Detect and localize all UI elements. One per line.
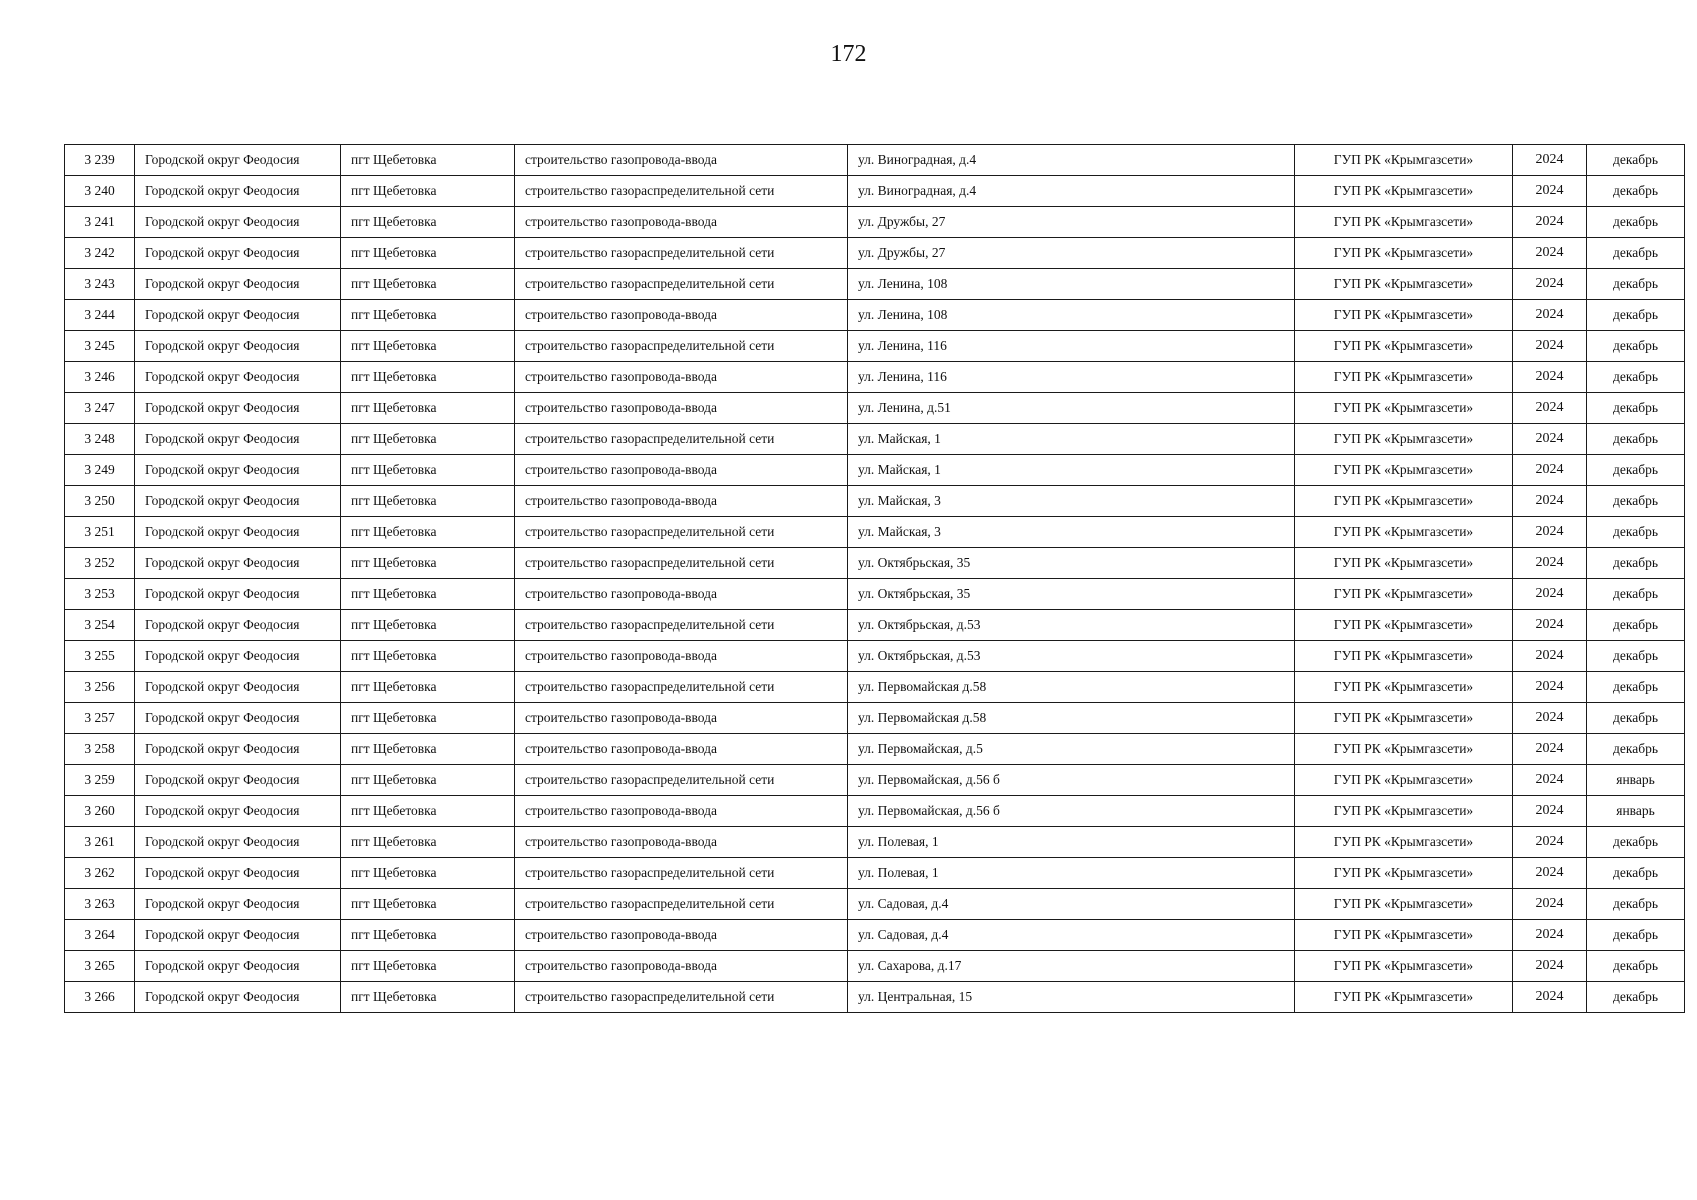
- month-cell: январь: [1587, 765, 1685, 796]
- address-cell: ул. Октябрьская, 35: [848, 548, 1295, 579]
- row-number-cell: 3 248: [65, 424, 135, 455]
- organization-cell: ГУП РК «Крымгазсети»: [1295, 331, 1513, 362]
- work-type-cell: строительство газопровода-ввода: [515, 362, 848, 393]
- work-type-cell: строительство газораспределительной сети: [515, 176, 848, 207]
- table-row: [65, 238, 1685, 269]
- locality-cell: пгт Щебетовка: [341, 238, 515, 269]
- year-cell: 2024: [1513, 641, 1587, 672]
- year-cell: 2024: [1513, 207, 1587, 238]
- table-row: [65, 765, 1685, 796]
- work-type-cell: строительство газораспределительной сети: [515, 982, 848, 1013]
- month-cell: декабрь: [1587, 207, 1685, 238]
- organization-cell: ГУП РК «Крымгазсети»: [1295, 889, 1513, 920]
- organization-cell: ГУП РК «Крымгазсети»: [1295, 610, 1513, 641]
- district-cell: Городской округ Феодосия: [135, 703, 341, 734]
- row-number-cell: 3 240: [65, 176, 135, 207]
- locality-cell: пгт Щебетовка: [341, 765, 515, 796]
- row-number-cell: 3 239: [65, 145, 135, 176]
- locality-cell: пгт Щебетовка: [341, 951, 515, 982]
- district-cell: Городской округ Феодосия: [135, 610, 341, 641]
- organization-cell: ГУП РК «Крымгазсети»: [1295, 517, 1513, 548]
- month-cell: декабрь: [1587, 951, 1685, 982]
- locality-cell: пгт Щебетовка: [341, 269, 515, 300]
- month-cell: декабрь: [1587, 858, 1685, 889]
- work-type-cell: строительство газораспределительной сети: [515, 889, 848, 920]
- address-cell: ул. Октябрьская, д.53: [848, 610, 1295, 641]
- locality-cell: пгт Щебетовка: [341, 610, 515, 641]
- locality-cell: пгт Щебетовка: [341, 424, 515, 455]
- locality-cell: пгт Щебетовка: [341, 858, 515, 889]
- table-row: [65, 796, 1685, 827]
- year-cell: 2024: [1513, 331, 1587, 362]
- registry-table-body: [65, 145, 1685, 1013]
- table-row: [65, 517, 1685, 548]
- district-cell: Городской округ Феодосия: [135, 765, 341, 796]
- organization-cell: ГУП РК «Крымгазсети»: [1295, 827, 1513, 858]
- district-cell: Городской округ Феодосия: [135, 641, 341, 672]
- row-number-cell: 3 241: [65, 207, 135, 238]
- month-cell: декабрь: [1587, 176, 1685, 207]
- district-cell: Городской округ Феодосия: [135, 176, 341, 207]
- year-cell: 2024: [1513, 703, 1587, 734]
- month-cell: декабрь: [1587, 424, 1685, 455]
- organization-cell: ГУП РК «Крымгазсети»: [1295, 641, 1513, 672]
- month-cell: декабрь: [1587, 889, 1685, 920]
- year-cell: 2024: [1513, 238, 1587, 269]
- address-cell: ул. Ленина, 116: [848, 362, 1295, 393]
- organization-cell: ГУП РК «Крымгазсети»: [1295, 238, 1513, 269]
- address-cell: ул. Полевая, 1: [848, 827, 1295, 858]
- row-number-cell: 3 265: [65, 951, 135, 982]
- locality-cell: пгт Щебетовка: [341, 796, 515, 827]
- district-cell: Городской округ Феодосия: [135, 455, 341, 486]
- address-cell: ул. Ленина, 108: [848, 269, 1295, 300]
- organization-cell: ГУП РК «Крымгазсети»: [1295, 424, 1513, 455]
- year-cell: 2024: [1513, 486, 1587, 517]
- work-type-cell: строительство газораспределительной сети: [515, 269, 848, 300]
- district-cell: Городской округ Феодосия: [135, 486, 341, 517]
- district-cell: Городской округ Феодосия: [135, 207, 341, 238]
- organization-cell: ГУП РК «Крымгазсети»: [1295, 176, 1513, 207]
- address-cell: ул. Ленина, 108: [848, 300, 1295, 331]
- work-type-cell: строительство газопровода-ввода: [515, 393, 848, 424]
- address-cell: ул. Виноградная, д.4: [848, 176, 1295, 207]
- row-number-cell: 3 256: [65, 672, 135, 703]
- month-cell: декабрь: [1587, 486, 1685, 517]
- month-cell: декабрь: [1587, 703, 1685, 734]
- address-cell: ул. Майская, 3: [848, 517, 1295, 548]
- table-row: [65, 207, 1685, 238]
- work-type-cell: строительство газопровода-ввода: [515, 145, 848, 176]
- district-cell: Городской округ Феодосия: [135, 672, 341, 703]
- locality-cell: пгт Щебетовка: [341, 145, 515, 176]
- organization-cell: ГУП РК «Крымгазсети»: [1295, 455, 1513, 486]
- row-number-cell: 3 251: [65, 517, 135, 548]
- district-cell: Городской округ Феодосия: [135, 827, 341, 858]
- page-number: 172: [830, 41, 867, 67]
- work-type-cell: строительство газораспределительной сети: [515, 858, 848, 889]
- table-row: [65, 486, 1685, 517]
- organization-cell: ГУП РК «Крымгазсети»: [1295, 393, 1513, 424]
- month-cell: декабрь: [1587, 455, 1685, 486]
- organization-cell: ГУП РК «Крымгазсети»: [1295, 703, 1513, 734]
- organization-cell: ГУП РК «Крымгазсети»: [1295, 269, 1513, 300]
- row-number-cell: 3 259: [65, 765, 135, 796]
- district-cell: Городской округ Феодосия: [135, 920, 341, 951]
- registry-table: [64, 144, 1685, 1013]
- month-cell: декабрь: [1587, 734, 1685, 765]
- address-cell: ул. Садовая, д.4: [848, 889, 1295, 920]
- work-type-cell: строительство газопровода-ввода: [515, 951, 848, 982]
- month-cell: декабрь: [1587, 269, 1685, 300]
- organization-cell: ГУП РК «Крымгазсети»: [1295, 145, 1513, 176]
- work-type-cell: строительство газораспределительной сети: [515, 517, 848, 548]
- row-number-cell: 3 263: [65, 889, 135, 920]
- address-cell: ул. Майская, 3: [848, 486, 1295, 517]
- locality-cell: пгт Щебетовка: [341, 920, 515, 951]
- row-number-cell: 3 255: [65, 641, 135, 672]
- table-row: [65, 548, 1685, 579]
- locality-cell: пгт Щебетовка: [341, 734, 515, 765]
- year-cell: 2024: [1513, 734, 1587, 765]
- month-cell: декабрь: [1587, 238, 1685, 269]
- row-number-cell: 3 258: [65, 734, 135, 765]
- row-number-cell: 3 245: [65, 331, 135, 362]
- district-cell: Городской округ Феодосия: [135, 982, 341, 1013]
- district-cell: Городской округ Феодосия: [135, 362, 341, 393]
- address-cell: ул. Первомайская, д.56 б: [848, 796, 1295, 827]
- district-cell: Городской округ Феодосия: [135, 269, 341, 300]
- row-number-cell: 3 247: [65, 393, 135, 424]
- district-cell: Городской округ Феодосия: [135, 424, 341, 455]
- locality-cell: пгт Щебетовка: [341, 393, 515, 424]
- month-cell: декабрь: [1587, 672, 1685, 703]
- table-row: [65, 889, 1685, 920]
- year-cell: 2024: [1513, 424, 1587, 455]
- district-cell: Городской округ Феодосия: [135, 517, 341, 548]
- organization-cell: ГУП РК «Крымгазсети»: [1295, 951, 1513, 982]
- year-cell: 2024: [1513, 982, 1587, 1013]
- work-type-cell: строительство газопровода-ввода: [515, 827, 848, 858]
- table-row: [65, 300, 1685, 331]
- work-type-cell: строительство газопровода-ввода: [515, 641, 848, 672]
- month-cell: декабрь: [1587, 982, 1685, 1013]
- row-number-cell: 3 246: [65, 362, 135, 393]
- work-type-cell: строительство газопровода-ввода: [515, 455, 848, 486]
- work-type-cell: строительство газораспределительной сети: [515, 672, 848, 703]
- row-number-cell: 3 266: [65, 982, 135, 1013]
- work-type-cell: строительство газораспределительной сети: [515, 424, 848, 455]
- organization-cell: ГУП РК «Крымгазсети»: [1295, 672, 1513, 703]
- table-row: [65, 145, 1685, 176]
- month-cell: декабрь: [1587, 827, 1685, 858]
- work-type-cell: строительство газораспределительной сети: [515, 765, 848, 796]
- work-type-cell: строительство газопровода-ввода: [515, 207, 848, 238]
- address-cell: ул. Дружбы, 27: [848, 207, 1295, 238]
- year-cell: 2024: [1513, 579, 1587, 610]
- table-row: [65, 641, 1685, 672]
- locality-cell: пгт Щебетовка: [341, 889, 515, 920]
- table-row: [65, 827, 1685, 858]
- district-cell: Городской округ Феодосия: [135, 145, 341, 176]
- year-cell: 2024: [1513, 176, 1587, 207]
- table-row: [65, 951, 1685, 982]
- row-number-cell: 3 242: [65, 238, 135, 269]
- row-number-cell: 3 249: [65, 455, 135, 486]
- district-cell: Городской округ Феодосия: [135, 300, 341, 331]
- year-cell: 2024: [1513, 796, 1587, 827]
- table-row: [65, 424, 1685, 455]
- district-cell: Городской округ Феодосия: [135, 951, 341, 982]
- address-cell: ул. Первомайская, д.56 б: [848, 765, 1295, 796]
- address-cell: ул. Майская, 1: [848, 455, 1295, 486]
- district-cell: Городской округ Феодосия: [135, 579, 341, 610]
- year-cell: 2024: [1513, 145, 1587, 176]
- locality-cell: пгт Щебетовка: [341, 982, 515, 1013]
- row-number-cell: 3 250: [65, 486, 135, 517]
- month-cell: декабрь: [1587, 145, 1685, 176]
- locality-cell: пгт Щебетовка: [341, 703, 515, 734]
- district-cell: Городской округ Феодосия: [135, 734, 341, 765]
- month-cell: декабрь: [1587, 920, 1685, 951]
- year-cell: 2024: [1513, 920, 1587, 951]
- month-cell: декабрь: [1587, 579, 1685, 610]
- year-cell: 2024: [1513, 362, 1587, 393]
- address-cell: ул. Центральная, 15: [848, 982, 1295, 1013]
- row-number-cell: 3 257: [65, 703, 135, 734]
- year-cell: 2024: [1513, 455, 1587, 486]
- table-row: [65, 672, 1685, 703]
- locality-cell: пгт Щебетовка: [341, 300, 515, 331]
- year-cell: 2024: [1513, 548, 1587, 579]
- year-cell: 2024: [1513, 610, 1587, 641]
- month-cell: декабрь: [1587, 610, 1685, 641]
- year-cell: 2024: [1513, 951, 1587, 982]
- month-cell: декабрь: [1587, 548, 1685, 579]
- table-row: [65, 176, 1685, 207]
- address-cell: ул. Сахарова, д.17: [848, 951, 1295, 982]
- table-row: [65, 331, 1685, 362]
- work-type-cell: строительство газопровода-ввода: [515, 703, 848, 734]
- month-cell: декабрь: [1587, 331, 1685, 362]
- month-cell: декабрь: [1587, 393, 1685, 424]
- organization-cell: ГУП РК «Крымгазсети»: [1295, 982, 1513, 1013]
- row-number-cell: 3 252: [65, 548, 135, 579]
- year-cell: 2024: [1513, 300, 1587, 331]
- locality-cell: пгт Щебетовка: [341, 362, 515, 393]
- work-type-cell: строительство газопровода-ввода: [515, 734, 848, 765]
- year-cell: 2024: [1513, 269, 1587, 300]
- address-cell: ул. Первомайская, д.5: [848, 734, 1295, 765]
- table-row: [65, 269, 1685, 300]
- row-number-cell: 3 264: [65, 920, 135, 951]
- row-number-cell: 3 261: [65, 827, 135, 858]
- district-cell: Городской округ Феодосия: [135, 548, 341, 579]
- table-row: [65, 703, 1685, 734]
- locality-cell: пгт Щебетовка: [341, 455, 515, 486]
- month-cell: декабрь: [1587, 641, 1685, 672]
- table-row: [65, 734, 1685, 765]
- table-row: [65, 858, 1685, 889]
- address-cell: ул. Ленина, д.51: [848, 393, 1295, 424]
- year-cell: 2024: [1513, 765, 1587, 796]
- district-cell: Городской округ Феодосия: [135, 393, 341, 424]
- organization-cell: ГУП РК «Крымгазсети»: [1295, 579, 1513, 610]
- row-number-cell: 3 253: [65, 579, 135, 610]
- locality-cell: пгт Щебетовка: [341, 517, 515, 548]
- district-cell: Городской округ Феодосия: [135, 796, 341, 827]
- district-cell: Городской округ Феодосия: [135, 238, 341, 269]
- month-cell: декабрь: [1587, 300, 1685, 331]
- row-number-cell: 3 244: [65, 300, 135, 331]
- address-cell: ул. Октябрьская, 35: [848, 579, 1295, 610]
- year-cell: 2024: [1513, 393, 1587, 424]
- district-cell: Городской округ Феодосия: [135, 858, 341, 889]
- organization-cell: ГУП РК «Крымгазсети»: [1295, 920, 1513, 951]
- work-type-cell: строительство газораспределительной сети: [515, 238, 848, 269]
- month-cell: январь: [1587, 796, 1685, 827]
- locality-cell: пгт Щебетовка: [341, 579, 515, 610]
- year-cell: 2024: [1513, 889, 1587, 920]
- table-row: [65, 455, 1685, 486]
- row-number-cell: 3 254: [65, 610, 135, 641]
- organization-cell: ГУП РК «Крымгазсети»: [1295, 300, 1513, 331]
- address-cell: ул. Октябрьская, д.53: [848, 641, 1295, 672]
- row-number-cell: 3 262: [65, 858, 135, 889]
- organization-cell: ГУП РК «Крымгазсети»: [1295, 765, 1513, 796]
- locality-cell: пгт Щебетовка: [341, 672, 515, 703]
- work-type-cell: строительство газопровода-ввода: [515, 579, 848, 610]
- address-cell: ул. Майская, 1: [848, 424, 1295, 455]
- table-row: [65, 579, 1685, 610]
- address-cell: ул. Садовая, д.4: [848, 920, 1295, 951]
- row-number-cell: 3 260: [65, 796, 135, 827]
- year-cell: 2024: [1513, 517, 1587, 548]
- table-row: [65, 610, 1685, 641]
- work-type-cell: строительство газораспределительной сети: [515, 331, 848, 362]
- address-cell: ул. Ленина, 116: [848, 331, 1295, 362]
- organization-cell: ГУП РК «Крымгазсети»: [1295, 858, 1513, 889]
- locality-cell: пгт Щебетовка: [341, 331, 515, 362]
- organization-cell: ГУП РК «Крымгазсети»: [1295, 548, 1513, 579]
- month-cell: декабрь: [1587, 362, 1685, 393]
- organization-cell: ГУП РК «Крымгазсети»: [1295, 207, 1513, 238]
- work-type-cell: строительство газопровода-ввода: [515, 796, 848, 827]
- table-row: [65, 393, 1685, 424]
- work-type-cell: строительство газораспределительной сети: [515, 548, 848, 579]
- district-cell: Городской округ Феодосия: [135, 331, 341, 362]
- table-row: [65, 362, 1685, 393]
- year-cell: 2024: [1513, 827, 1587, 858]
- locality-cell: пгт Щебетовка: [341, 548, 515, 579]
- organization-cell: ГУП РК «Крымгазсети»: [1295, 486, 1513, 517]
- organization-cell: ГУП РК «Крымгазсети»: [1295, 796, 1513, 827]
- address-cell: ул. Виноградная, д.4: [848, 145, 1295, 176]
- work-type-cell: строительство газопровода-ввода: [515, 300, 848, 331]
- table-row: [65, 982, 1685, 1013]
- locality-cell: пгт Щебетовка: [341, 176, 515, 207]
- row-number-cell: 3 243: [65, 269, 135, 300]
- address-cell: ул. Дружбы, 27: [848, 238, 1295, 269]
- address-cell: ул. Полевая, 1: [848, 858, 1295, 889]
- year-cell: 2024: [1513, 672, 1587, 703]
- work-type-cell: строительство газораспределительной сети: [515, 610, 848, 641]
- month-cell: декабрь: [1587, 517, 1685, 548]
- work-type-cell: строительство газопровода-ввода: [515, 486, 848, 517]
- work-type-cell: строительство газопровода-ввода: [515, 920, 848, 951]
- address-cell: ул. Первомайская д.58: [848, 703, 1295, 734]
- organization-cell: ГУП РК «Крымгазсети»: [1295, 734, 1513, 765]
- locality-cell: пгт Щебетовка: [341, 641, 515, 672]
- locality-cell: пгт Щебетовка: [341, 827, 515, 858]
- table-row: [65, 920, 1685, 951]
- district-cell: Городской округ Феодосия: [135, 889, 341, 920]
- locality-cell: пгт Щебетовка: [341, 207, 515, 238]
- registry-table-container: [64, 144, 1684, 1013]
- locality-cell: пгт Щебетовка: [341, 486, 515, 517]
- year-cell: 2024: [1513, 858, 1587, 889]
- organization-cell: ГУП РК «Крымгазсети»: [1295, 362, 1513, 393]
- address-cell: ул. Первомайская д.58: [848, 672, 1295, 703]
